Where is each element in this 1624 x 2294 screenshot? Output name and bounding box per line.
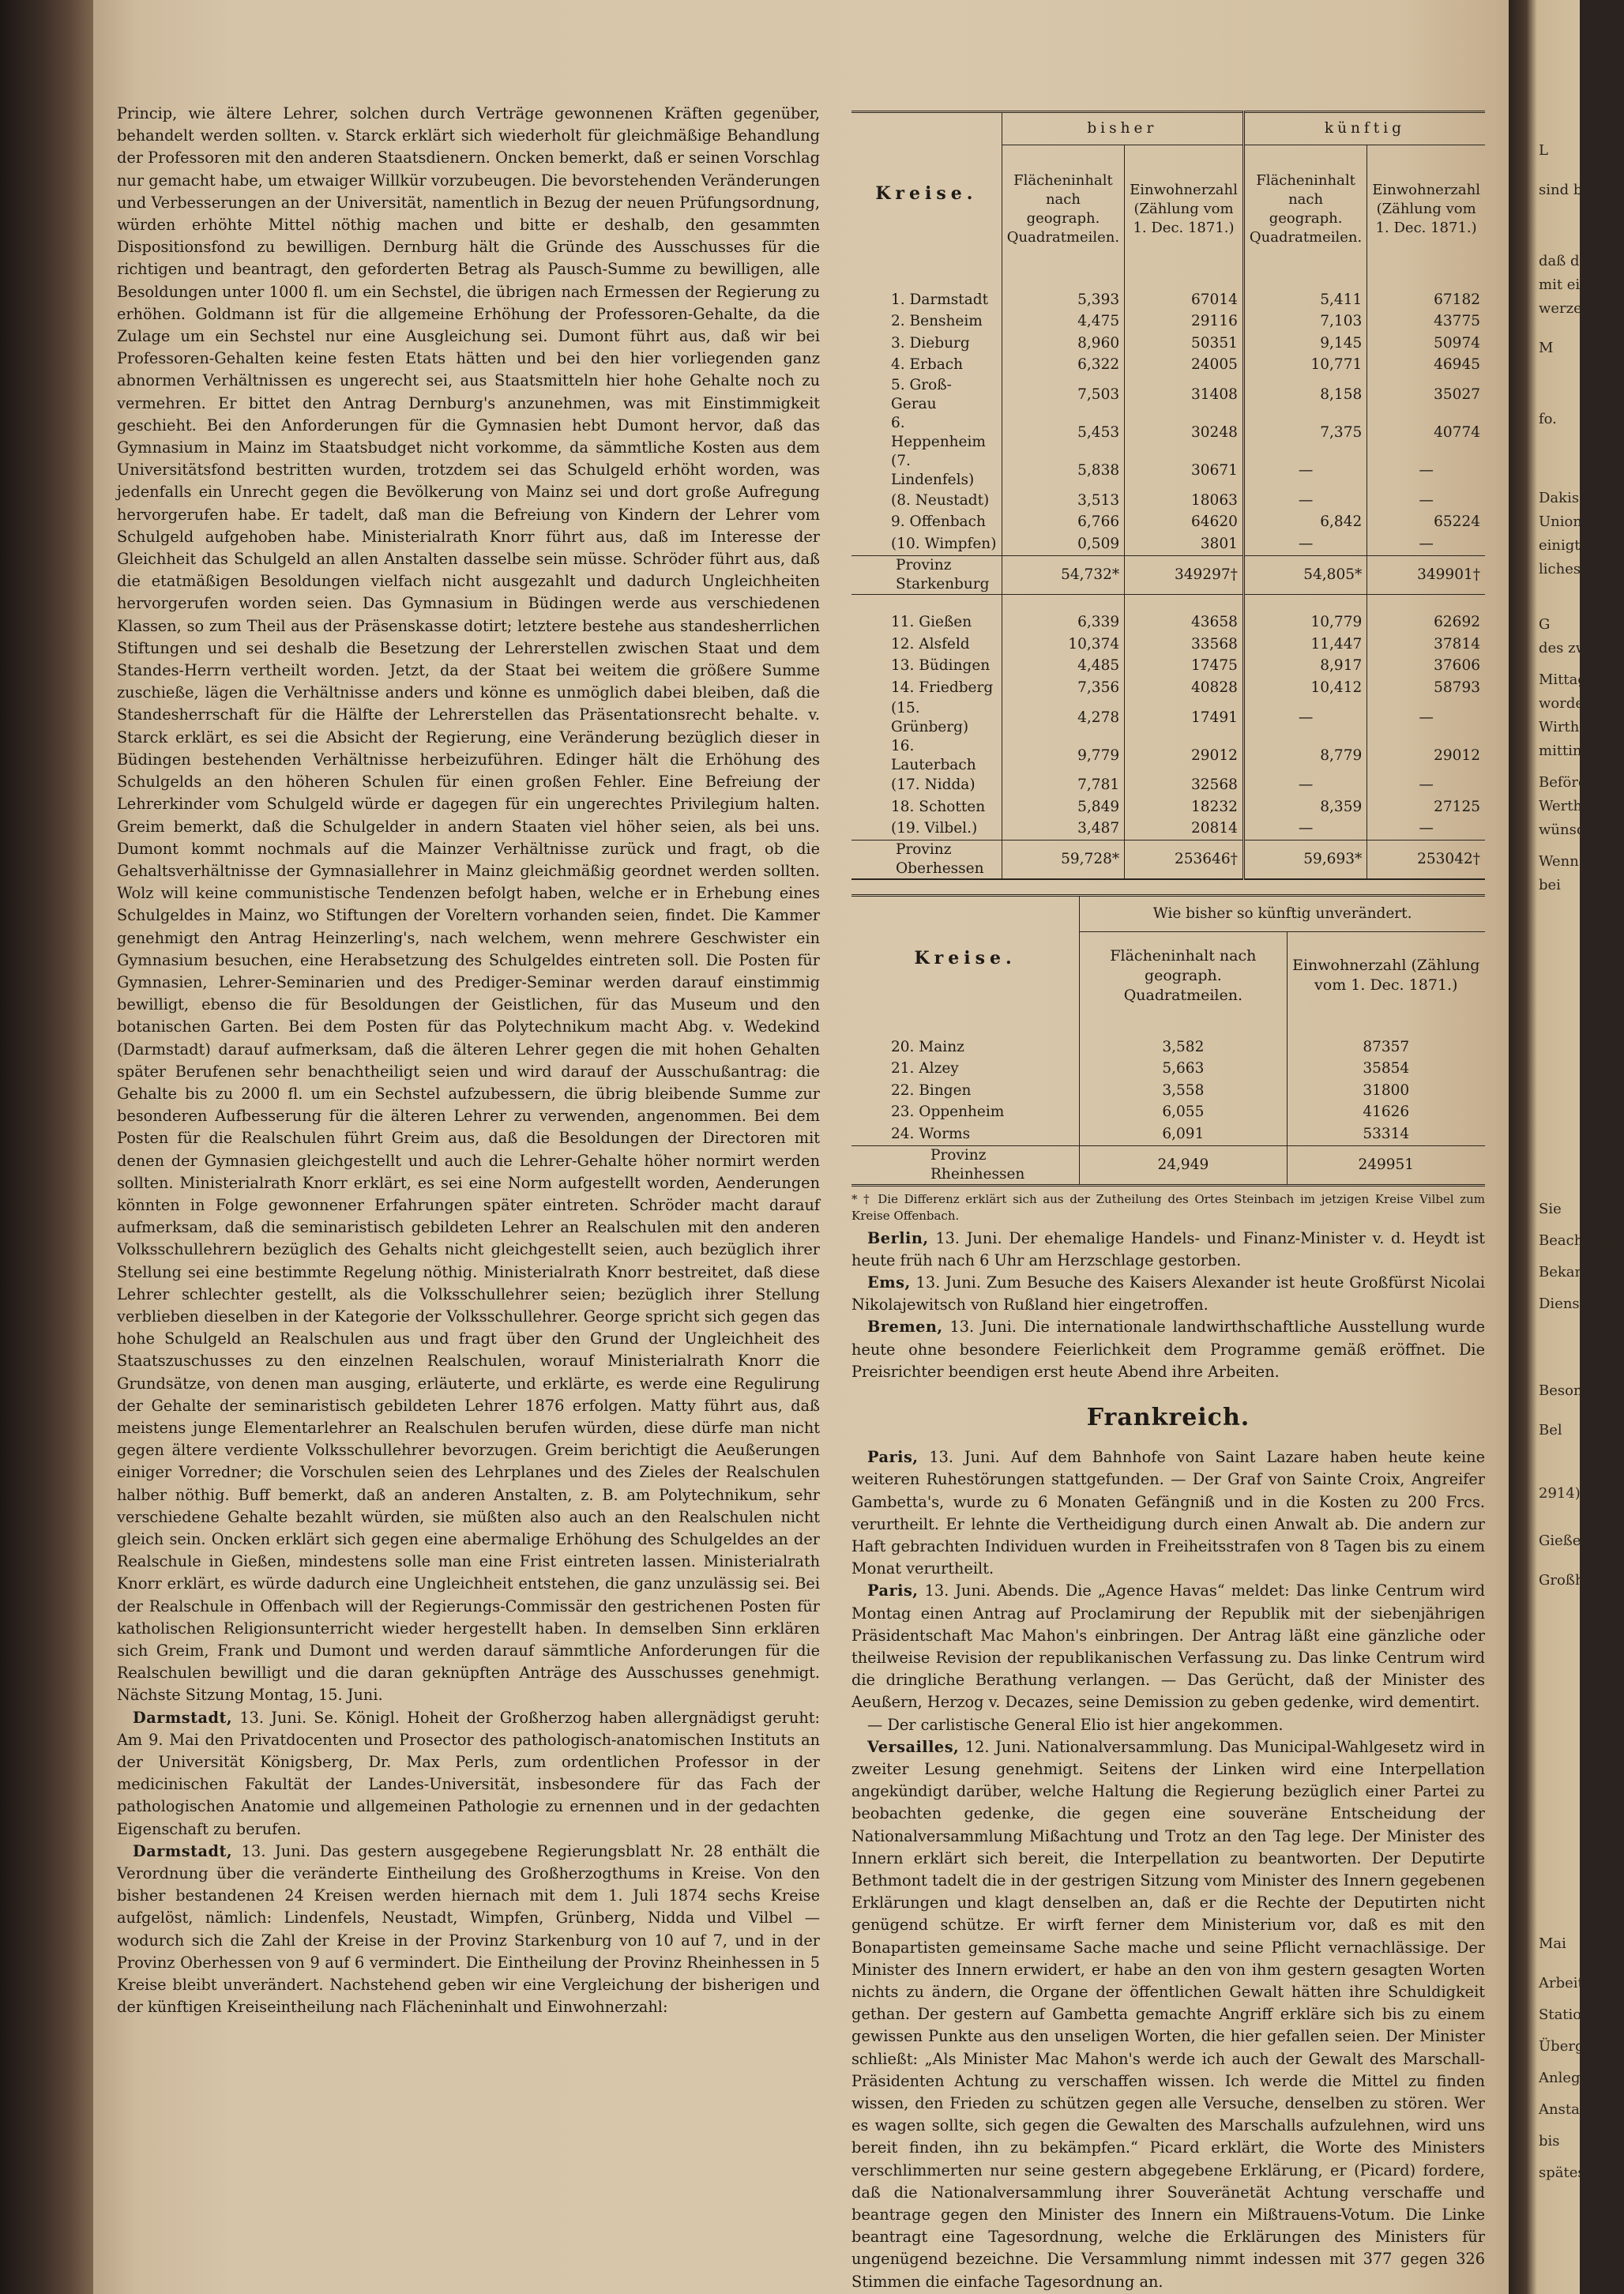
- flaeche-value: 6,339: [1002, 594, 1124, 634]
- flaeche-value: 8,158: [1243, 376, 1366, 414]
- left-column: [117, 103, 820, 2018]
- einwohner-value: 249951: [1287, 1145, 1485, 1185]
- einwohner-value: 20814: [1125, 818, 1244, 841]
- kreis-name: 6. Heppenheim: [891, 415, 986, 450]
- darmstadt-appointment: [117, 1707, 820, 1841]
- flaeche-value: 3,582: [1080, 1019, 1287, 1059]
- next-page-fragment: Sie: [1539, 1201, 1562, 1217]
- flaeche-value: 3,487: [1002, 818, 1124, 841]
- einwohner-value: 30671: [1125, 452, 1244, 490]
- kreis-name: 9. Offenbach: [891, 513, 986, 531]
- kreis-name: 22. Bingen: [891, 1081, 972, 1099]
- einwohner-value: 29012: [1367, 737, 1485, 775]
- flaeche-value: 8,359: [1243, 796, 1366, 818]
- einwohner-value: 29012: [1125, 737, 1244, 775]
- next-page-fragment: Dakis: [1539, 490, 1580, 506]
- kreis-name: 5. Groß-Gerau: [891, 377, 952, 412]
- next-page-fragment: 2914): [1539, 1485, 1581, 1502]
- flaeche-value: 5,411: [1243, 273, 1366, 311]
- next-page-fragment: Mai: [1539, 1935, 1566, 1952]
- einwohner-value: 18232: [1125, 796, 1244, 818]
- news-bremen-text: 13. Juni. Die internationale landwirthschaftliche Ausstellung wurde heute ohne besondere Feierlichkeit dem Programme gemäß eröffnet. Die Preisrichter beendigen erst heute Abend ihre Arbeiten.: [851, 1318, 1485, 1381]
- flaeche-value: 3,558: [1080, 1080, 1287, 1102]
- kreise-header: Kreise.: [875, 182, 978, 204]
- einwohner-value: 24005: [1125, 355, 1244, 377]
- flaeche-value: 11,447: [1243, 634, 1366, 656]
- next-page-fragment: Bekannt: [1539, 1264, 1599, 1281]
- flaeche-value: 6,842: [1243, 512, 1366, 534]
- kreis-name: 2. Bensheim: [891, 313, 983, 330]
- news-ems-text: 13. Juni. Zum Besuche des Kaisers Alexander ist heute Großfürst Nicolai Nikolajewitsch von Rußland hier eingetroffen.: [851, 1273, 1485, 1314]
- next-page-fragment: bis: [1539, 2133, 1560, 2149]
- next-page-fragment: L: [1539, 142, 1548, 159]
- table-row: [851, 1080, 1485, 1102]
- next-page-fragment: sind be: [1539, 182, 1592, 198]
- flaeche-value: —: [1243, 775, 1366, 797]
- kreis-name: 3. Dieburg: [891, 334, 970, 352]
- flaeche-value: —: [1243, 533, 1366, 555]
- news-versailles: [851, 1736, 1485, 2293]
- flaeche-value: 7,356: [1002, 677, 1124, 699]
- next-page-fragment: Mittag: [1539, 671, 1587, 688]
- flaeche-value: 10,412: [1243, 677, 1366, 699]
- next-page-fragment: wünschen: [1539, 822, 1611, 838]
- einwohner-value: 17491: [1125, 699, 1244, 737]
- next-page-edge: [1509, 0, 1624, 2294]
- next-page-fragment: worden: [1539, 695, 1593, 712]
- table-row: [851, 333, 1485, 355]
- kreis-name: (15. Grünberg): [891, 699, 969, 735]
- dateline-bremen: Bremen,: [867, 1318, 943, 1337]
- kreis-name: 20. Mainz: [891, 1038, 964, 1055]
- einwohner-value: 29116: [1125, 311, 1244, 333]
- dateline-darmstadt-2: Darmstadt,: [133, 1841, 233, 1860]
- col-flaeche-bisher: Flächeninhalt nach geograph. Quadratmeilen.: [1002, 145, 1124, 274]
- next-page-fragment: Anlegun: [1539, 2070, 1599, 2086]
- einwohner-value: 43775: [1367, 311, 1485, 333]
- table-row: [851, 634, 1485, 656]
- news-paris-2-text: 13. Juni. Abends. Die „Agence Havas“ meldet: Das linke Centrum wird Montag einen Antrag auf Proclamirung der Republik mit der siebenjährigen Präsidentschaft Mac Mahon's einbringen. Der Antrag läßt eine gänzliche oder theilweise Revision der republikanischen Verfassung zu. Das linke Centrum wird die dringliche Berathung verlangen. — Das Gerücht, daß der Minister des Aeußern, Herzog v. Decazes, seine Demission zu geben gedenke, wird dementirt.: [851, 1581, 1485, 1712]
- flaeche-value: 59,693*: [1243, 841, 1366, 880]
- flaeche-value: 7,503: [1002, 376, 1124, 414]
- einwohner-value: 58793: [1367, 677, 1485, 699]
- news-section: [851, 1228, 1485, 2293]
- einwohner-value: 62692: [1367, 594, 1485, 634]
- news-bremen: [851, 1316, 1485, 1383]
- table-total-row: [851, 841, 1485, 880]
- kreise-table-rheinhessen: [851, 894, 1485, 1186]
- dateline-ems: Ems,: [867, 1273, 911, 1292]
- dateline-versailles: Versailles,: [867, 1737, 960, 1756]
- table1-body: [851, 273, 1485, 879]
- col-flaeche: Flächeninhalt nach geograph. Quadratmeilen.: [1080, 932, 1287, 1020]
- flaeche-value: 6,322: [1002, 355, 1124, 377]
- einwohner-value: 35854: [1287, 1059, 1485, 1081]
- flaeche-value: —: [1243, 452, 1366, 490]
- flaeche-value: 5,849: [1002, 796, 1124, 818]
- next-page-fragment: Besond: [1539, 1382, 1592, 1399]
- kreis-name: (17. Nidda): [891, 777, 976, 794]
- einwohner-value: 67182: [1367, 273, 1485, 311]
- flaeche-value: 0,509: [1002, 533, 1124, 555]
- table-row: [851, 533, 1485, 555]
- einwohner-value: 349297†: [1125, 555, 1244, 594]
- next-page-fragment: einigt: [1539, 537, 1581, 554]
- einwohner-value: 46945: [1367, 355, 1485, 377]
- flaeche-value: 7,375: [1243, 414, 1366, 452]
- kreis-name: (8. Neustadt): [891, 491, 990, 509]
- table-row: [851, 512, 1485, 534]
- next-page-fragment: Beachtung: [1539, 1232, 1617, 1249]
- next-page-fragment: fo.: [1539, 411, 1557, 427]
- flaeche-value: 54,732*: [1002, 555, 1124, 594]
- flaeche-value: —: [1243, 818, 1366, 841]
- right-column: [851, 111, 1485, 2293]
- darmstadt-kreise-text: 13. Juni. Das gestern ausgegebene Regierungsblatt Nr. 28 enthält die Verordnung über die veränderte Eintheilung des Großherzogthums in Kreise. Von den bisher bestandenen 24 Kreisen werden hiernach mit dem 1. Juli 1874 sechs Kreise aufgelöst, nämlich: Lindenfels, Neustadt, Wimpfen, Grünberg, Nidda und Vilbel — wodurch sich die Zahl der Kreise in der Provinz Starkenburg von 10 auf 7, und in der Provinz Oberhessen von 9 auf 6 vermindert. Die Eintheilung der Provinz Rheinhessen in 5 Kreise bleibt unverändert. Nachstehend geben wir eine Vergleichung der bisherigen und der künftigen Kreiseintheilung nach Flächeninhalt und Einwohnerzahl:: [117, 1841, 820, 2017]
- einwohner-value: 349901†: [1367, 555, 1485, 594]
- einwohner-value: —: [1367, 775, 1485, 797]
- kreis-name: 13. Büdingen: [891, 657, 991, 675]
- kreise-header-2: Kreise.: [914, 947, 1017, 968]
- einwohner-value: —: [1367, 818, 1485, 841]
- flaeche-value: 4,485: [1002, 656, 1124, 678]
- flaeche-value: 5,838: [1002, 452, 1124, 490]
- einwohner-value: 67014: [1125, 273, 1244, 311]
- kreis-name: 18. Schotten: [891, 798, 986, 815]
- next-page-fragment: Übergang: [1539, 2038, 1611, 2055]
- flaeche-value: 10,779: [1243, 594, 1366, 634]
- einwohner-value: 41626: [1287, 1102, 1485, 1124]
- news-paris-1-text: 13. Juni. Auf dem Bahnhofe von Saint Lazare haben heute keine weiteren Ruhestörungen stattgefunden. — Der Graf von Sainte Croix, Angreifer Gambetta's, wurde zu 6 Monaten Gefängniß und in die Kosten zu 200 Frcs. verurtheilt. Er lehnte die Vertheidigung durch einen Anwalt ab. Die andern zur Haft gebrachten Individuen wurden in Freiheitsstrafen von 8 Tagen bis zu einem Monat verurtheilt.: [851, 1448, 1485, 1578]
- einwohner-value: 30248: [1125, 414, 1244, 452]
- flaeche-value: 3,513: [1002, 490, 1124, 512]
- news-berlin-text: 13. Juni. Der ehemalige Handels- und Finanz-Minister v. d. Heydt ist heute früh nach 6 Uhr am Herzschlage gestorben.: [851, 1228, 1485, 1269]
- einwohner-value: 50351: [1125, 333, 1244, 355]
- next-page-fragment: spätesten: [1539, 2164, 1609, 2181]
- table-total-row: [851, 555, 1485, 594]
- next-page-fragment: Gießen,: [1539, 1532, 1595, 1549]
- kreis-name: 24. Worms: [891, 1125, 971, 1142]
- flaeche-value: 9,145: [1243, 333, 1366, 355]
- next-page-fragment: G: [1539, 616, 1551, 633]
- next-page-fragment: Beförde: [1539, 774, 1596, 791]
- einwohner-value: 31408: [1125, 376, 1244, 414]
- einwohner-value: 27125: [1367, 796, 1485, 818]
- kreis-name: 12. Alsfeld: [891, 635, 970, 652]
- einwohner-value: 3801: [1125, 533, 1244, 555]
- section-title-frankreich: Frankreich.: [1086, 1403, 1250, 1431]
- book-binding-edge: [0, 0, 93, 2294]
- next-page-fragment: mitting: [1539, 743, 1592, 759]
- table-row: [851, 376, 1485, 414]
- darmstadt-kreise: [117, 1841, 820, 2019]
- einwohner-value: 65224: [1367, 512, 1485, 534]
- flaeche-value: 7,781: [1002, 775, 1124, 797]
- einwohner-value: 53314: [1287, 1123, 1485, 1145]
- news-paris-2: [851, 1580, 1485, 1713]
- next-page-fragment: Arbeiten: [1539, 1975, 1602, 1991]
- darmstadt-appointment-text: 13. Juni. Se. Königl. Hoheit der Großherzog haben allergnädigst geruht: Am 9. Mai den Privatdocenten und Prosector des pathologisch-anatomischen Instituts an der Universität Königsberg, Dr. Max Perls, zum ordentlichen Professor in der medicinischen Fakultät der Landes-Universität, insbesondere für das Fach der pathologischen Anatomie und allgemeinen Pathologie zu ernennen und in der gedachten Eigenschaft zu berufen.: [117, 1708, 820, 1838]
- flaeche-value: —: [1243, 699, 1366, 737]
- einwohner-value: 33568: [1125, 634, 1244, 656]
- table-row: [851, 1019, 1485, 1059]
- next-page-fragment: Dienste: [1539, 1296, 1594, 1312]
- next-page-fragment: mit ein: [1539, 276, 1589, 293]
- flaeche-value: 4,278: [1002, 699, 1124, 737]
- flaeche-value: 8,960: [1002, 333, 1124, 355]
- einwohner-value: 43658: [1125, 594, 1244, 634]
- landtag-report: Princip, wie ältere Lehrer, solchen durch Verträge gewonnenen Kräften gegenüber, behandelt werden sollten. v. Starck erklärt sich wiederholt für gleichmäßige Behandlung der Professoren mit den anderen Staatsdienern. Oncken bemerkt, daß er seinen Vorschlag nur gemacht habe, um etwaiger Willkür vorzubeugen. Die bevorstehenden Veränderungen und Verbesserungen an der Universität, namentlich in Bezug der neuen Prüfungsordnung, würden erhöhte Mittel nöthig machen und bitte er deshalb, den gesammten Dispositionsfond zu bewilligen. Dernburg hält die Gründe des Ausschusses für die richtigen und beantragt, den geforderten Betrag als Pausch-Summe zu bewilligen, alle Besoldungen unter 1000 fl. um ein Sechstel, die übrigen nach Ermessen der Regierung zu erhöhen. Goldmann ist für die allgemeine Erhöhung der Professoren-Gehalte, da die Zulage um ein Sechstel nur eine Ausgleichung sei. Dumont führt aus, daß wir bei Professoren-Gehalten keine festen Etats hätten und bei den hier vorliegenden ganz abnormen Verhältnissen es ungerecht sei, aus Staatsmitteln hier hohe Gehalte noch zu vermehren. Er bittet den Antrag Dernburg's anzunehmen, was mit Einstimmigkeit geschieht. Bei den Anforderungen für die Gymnasien hebt Dumont hervor, daß das Gymnasium in Mainz im Staatsbudget nicht vorkomme, da sämmtliche Kosten aus dem Universitätsfond bestritten wurden, trotzdem sei das Schulgeld erhöht worden, was jedenfalls ein Unrecht gegen die Bevölkerung von Mainz sei und dort große Aufregung hervorgerufen habe. Er tadelt, daß man die Befreiung von Kindern der Lehrer vom Schulgeld aufgehoben habe. Ministerialrath Knorr führt aus, daß im Interesse der Gleichheit das Schulgeld an allen Anstalten dasselbe sein müsse. Schröder führt aus, daß die etatmäßigen Besoldungen vielfach nicht ausgezahlt und dadurch Ungleichheiten hervorgerufen worden seien. Das Gymnasium in Büdingen werde aus verschiedenen Klassen, so zum Theil aus der Präsenskasse dotirt; letztere bestehe aus standesherrlichen Stiftungen und sei deshalb die Besetzung der Lehrerstellen zwischen Staat und dem Standes-Herrn vertheilt worden. Jetzt, da der Staat bei weitem die größere Summe zuschieße, lägen die Verhältnisse anders und könne es unmöglich dabei bleiben, daß die Standesherrschaft für die Hälfte der Lehrerstellen das Präsentationsrecht behalte. v. Starck erklärt, es sei die Absicht der Regierung, eine Veränderung bezüglich dieser in Büdingen bestehenden Verhältnisse herbeizuführen. Edinger hält die Erhöhung des Schulgelds an den höheren Schulen für einen großen Fehler. Eine Befreiung der Lehrerkinder vom Schulgeld würde er dagegen für ein ungerechtes Privilegium halten. Greim bemerkt, daß die Schulgelder in andern Staaten viel höher seien, als bei uns. Dumont kommt nochmals auf die Mainzer Verhältnisse zurück und fragt, ob die Gehaltsverhältnisse der Gymnasiallehrer in Mainz gleichmäßig geordnet werden sollten. Wolz will keine communistische Tendenzen befolgt haben, welche er in Erhebung eines Schulgeldes in Mainz, wo Stiftungen der Voreltern vorhanden seien, findet. Die Kammer genehmigt den Antrag Heinzerling's, nach welchem, wenn mehrere Geschwister ein Gymnasium besuchen, eine Herabsetzung des Schulgeldes eintreten soll. Die Posten für Gymnasien, Lehrer-Seminarien und des Prediger-Seminar werden darauf einstimmig bewilligt, ebenso die für Besoldungen der Geistlichen, für das Museum und den botanischen Garten. Bei dem Posten für das Polytechnikum macht Abg. v. Wedekind (Darmstadt) darauf aufmerksam, daß die älteren Lehrer gegen die mit hohen Gehalten später Berufenen sehr benachtheiligt seien und wird darauf der Ausschußantrag: die Gehalte bis zu 2000 fl. um ein Sechstel aufzubessern, die übrig bleibende Summe zur besonderen Aufbesserung für die älteren Lehrer zu verwenden, angenommen. Bei dem Posten für die Realschulen führt Greim aus, daß die Besoldungen der Directoren mit denen der Gymnasien gleichgestellt und auch die Lehrer-Gehalte höher normirt werden sollten. Ministerialrath Knorr erklärt, es sei eine Norm aufgestellt worden, Aenderungen könnten in Folge gewonnener Erfahrungen später eintreten. Schröder macht darauf aufmerksam, daß die seminaristisch gebildeten Lehrer an Realschulen mit den anderen Volksschullehrern bezüglich des Gehalts nicht gleichgestellt seien, auch bezüglich ihrer Stellung sei eine bestimmte Regelung nöthig. Ministerialrath Knorr bestreitet, daß diese Lehrer schlechter gestellt, als die Volksschullehrer seien; bezüglich ihrer Stellung verblieben dieselben in der Kategorie der Volksschullehrer. George spricht sich gegen das hohe Schulgeld an Realschulen aus und fragt über den Grund der Ungleichheit des Staatszuschusses zu den einzelnen Realschulen, worauf Ministerialrath Knorr die Grundsätze, von denen man ausging, erläuterte, und erklärte, es werde eine Regulirung der Gehalte der seminaristisch gebildeten Lehrer 1876 erfolgen. Matty führt aus, daß meistens junge Elementarlehrer an Realschulen berufen würden, diese dürfe man nicht gegen ältere verdiente Volksschullehrer bevorzugen. Greim berichtigt die Aeußerungen einiger Vorredner; die Vorschulen seien des Lehrplanes und des Zieles der Realschulen halber nöthig. Buff bemerkt, daß an anderen Anstalten, z. B. am Polytechnikum, sehr verschiedene Gehalte bezahlt würden, sie müßten also auch an den Realschulen nicht gleich sein. Oncken erklärt sich gegen eine abermalige Erhöhung des Schulgeldes an der Realschule in Gießen, mindestens solle man eine Frist eintreten lassen. Ministerialrath Knorr erklärt, es würde dadurch eine Ungleichheit entstehen, die ganz unzulässig sei. Bei der Realschule in Offenbach will der Regierungs-Commissär den gestrichenen Posten für katholischen Religionsunterricht wieder hergestellt haben. In demselben Sinn erklären sich Greim, Frank und Dumont und werden darauf sämmtliche Anforderungen für die Realschulen bewilligt und die daran geknüpften Anträge des Ausschusses genehmigt. Nächste Sitzung Montag, 15. Juni.: [117, 104, 820, 1705]
- einwohner-value: 64620: [1125, 512, 1244, 534]
- table-row: [851, 775, 1485, 797]
- kreis-name: 21. Alzey: [891, 1060, 959, 1077]
- table-total-row: [851, 1145, 1485, 1185]
- table-row: [851, 355, 1485, 377]
- flaeche-value: 24,949: [1080, 1145, 1287, 1185]
- einwohner-value: —: [1367, 490, 1485, 512]
- dateline-berlin: Berlin,: [867, 1228, 929, 1247]
- flaeche-value: 6,766: [1002, 512, 1124, 534]
- einwohner-value: —: [1367, 533, 1485, 555]
- flaeche-value: 7,103: [1243, 311, 1366, 333]
- table-row: [851, 699, 1485, 737]
- flaeche-value: 10,374: [1002, 634, 1124, 656]
- kreis-name: 14. Friedberg: [891, 679, 994, 696]
- dateline-paris-2: Paris,: [867, 1581, 919, 1600]
- flaeche-value: —: [1243, 490, 1366, 512]
- kreis-name: (7. Lindenfels): [891, 453, 975, 488]
- flaeche-value: 9,779: [1002, 737, 1124, 775]
- kreis-name: Provinz Starkenburg: [851, 555, 1002, 594]
- col-flaeche-kuenftig: Flächeninhalt nach geograph. Quadratmeilen.: [1243, 145, 1366, 274]
- flaeche-value: 6,091: [1080, 1123, 1287, 1145]
- next-page-fragment: Bel: [1539, 1422, 1562, 1438]
- flaeche-value: 5,663: [1080, 1059, 1287, 1081]
- einwohner-value: 50974: [1367, 333, 1485, 355]
- einwohner-value: 253042†: [1367, 841, 1485, 880]
- flaeche-value: 8,779: [1243, 737, 1366, 775]
- kreis-name: (10. Wimpfen): [891, 535, 997, 552]
- einwohner-value: 17475: [1125, 656, 1244, 678]
- einwohner-value: 253646†: [1125, 841, 1244, 880]
- next-page-fragment: Wirth: [1539, 719, 1580, 735]
- group-bisher: bisher: [1002, 112, 1243, 145]
- table-row: [851, 1123, 1485, 1145]
- next-page-fragment: Werth: [1539, 798, 1583, 814]
- flaeche-value: 54,805*: [1243, 555, 1366, 594]
- next-page-fragment: Station: [1539, 2006, 1591, 2023]
- kreis-name: Provinz Rheinhessen: [851, 1145, 1080, 1185]
- flaeche-value: 6,055: [1080, 1102, 1287, 1124]
- next-page-fragment: bei: [1539, 877, 1561, 893]
- einwohner-value: 40774: [1367, 414, 1485, 452]
- einwohner-value: 32568: [1125, 775, 1244, 797]
- group-unveraendert: Wie bisher so künftig unverändert.: [1080, 896, 1485, 932]
- next-page-fragment: Großhe: [1539, 1572, 1593, 1589]
- table-row: [851, 414, 1485, 452]
- flaeche-value: 8,917: [1243, 656, 1366, 678]
- col-einwohner: Einwohnerzahl (Zählung vom 1. Dec. 1871.): [1287, 932, 1485, 1020]
- newspaper-page: [93, 0, 1509, 2294]
- table-row: [851, 594, 1485, 634]
- table-row: [851, 273, 1485, 311]
- kreis-name: 11. Gießen: [891, 614, 972, 631]
- flaeche-value: 10,771: [1243, 355, 1366, 377]
- table-row: [851, 452, 1485, 490]
- table-footnote: * † Die Differenz erklärt sich aus der Zutheilung des Ortes Steinbach im jetzigen Kreise Vilbel zum Kreise Offenbach.: [851, 1191, 1485, 1223]
- einwohner-value: 87357: [1287, 1019, 1485, 1059]
- kreis-name: Provinz Oberhessen: [851, 841, 1002, 880]
- next-page-fragment: Anstalt: [1539, 2101, 1590, 2118]
- next-page-fragment: daß d: [1539, 253, 1580, 269]
- next-page-fragment: M: [1539, 340, 1554, 356]
- next-page-fragment: Union,: [1539, 513, 1587, 530]
- table-row: [851, 1059, 1485, 1081]
- group-kuenftig: künftig: [1243, 112, 1485, 145]
- news-paris-3: — Der carlistische General Elio ist hier angekommen.: [867, 1715, 1284, 1734]
- news-versailles-text: 12. Juni. Nationalversammlung. Das Municipal-Wahlgesetz wird in zweiter Lesung genehmigt. Seitens der Linken wird eine Interpellation angekündigt darüber, welche Haltung die Regierung bezüglich einer Partei zu beobachten gedenke, die gegen eine souveräne Entscheidung der Nationalversammlung Mißachtung und Trotz an den Tag lege. Der Minister des Innern erklärt sich bereit, die Interpellation zu beantworten. Der Deputirte Bethmont tadelt die in der gestrigen Sitzung vom Minister des Innern gegebenen Erklärungen und klagt denselben an, daß er die Rechte der Deputirten nicht genügend schütze. Er wirft ferner dem Ministerium vor, daß es mit den Bonapartisten gemeinsame Sache mache und seine Pflicht vernachlässige. Der Minister des Innern erwidert, er habe an den von ihm gestern gesagten Worten nichts zu ändern, die Organe der öffentlichen Gewalt hätten ihre Schuldigkeit gethan. Der gestern auf Gambetta gemachte Angriff erkläre sich bis zu einem gewissen Punkte aus den unseligen Worten, die hier gefallen seien. Der Minister schließt: „Als Minister Mac Mahon's werde ich auch der Gewalt des Marschall-Präsidenten Achtung zu verschaffen wissen. Ich werde die Mittel zu finden wissen, den Frieden zu schützen gegen alle Versuche, denselben zu stören. Wer es wagen sollte, sich gegen die Gewalten des Marschalls aufzulehnen, wird uns bereit finden, ihn zu bekämpfen.“ Picard erklärt, die Worte des Ministers verschlimmerten nur seine gestern abgegebene Erklärung, er (Picard) fordere, daß die Nationalversammlung ihrer Souveränetät Achtung verschaffe und beantrage gegen den Minister des Innern ein Mißtrauens-Votum. Die Linke beantragt eine Tagesordnung, welche die Erklärungen des Ministers für ungenügend bezeichne. Die Versammlung nimmt indessen mit 377 gegen 326 Stimmen die einfache Tagesordnung an.: [851, 1737, 1485, 2291]
- flaeche-value: 59,728*: [1002, 841, 1124, 880]
- kreise-table-starkenburg-oberhessen: [851, 111, 1485, 880]
- news-paris-1: [851, 1446, 1485, 1580]
- next-page-fragment: des zweiten: [1539, 640, 1624, 656]
- flaeche-value: 5,393: [1002, 273, 1124, 311]
- flaeche-value: 5,453: [1002, 414, 1124, 452]
- news-ems: [851, 1272, 1485, 1316]
- einwohner-value: 35027: [1367, 376, 1485, 414]
- einwohner-value: 31800: [1287, 1080, 1485, 1102]
- next-page-fragment: werzeit: [1539, 300, 1592, 317]
- table-row: [851, 1102, 1485, 1124]
- einwohner-value: 37814: [1367, 634, 1485, 656]
- kreis-name: 4. Erbach: [891, 356, 964, 374]
- kreis-name: (19. Vilbel.): [891, 820, 978, 837]
- table-row: [851, 796, 1485, 818]
- table-row: [851, 311, 1485, 333]
- news-berlin: [851, 1228, 1485, 1272]
- kreis-name: 23. Oppenheim: [891, 1104, 1005, 1121]
- einwohner-value: 18063: [1125, 490, 1244, 512]
- table-row: [851, 490, 1485, 512]
- col-einwohner-bisher: Einwohnerzahl (Zählung vom 1. Dec. 1871.): [1125, 145, 1244, 274]
- einwohner-value: —: [1367, 699, 1485, 737]
- kreis-name: 16. Lauterbach: [891, 737, 976, 773]
- einwohner-value: 37606: [1367, 656, 1485, 678]
- next-page-fragment: liches: [1539, 561, 1581, 577]
- table-row: [851, 737, 1485, 775]
- flaeche-value: 4,475: [1002, 311, 1124, 333]
- einwohner-value: —: [1367, 452, 1485, 490]
- next-page-fragment: Wenn: [1539, 853, 1579, 870]
- kreis-name: 1. Darmstadt: [891, 291, 989, 308]
- dateline-darmstadt: Darmstadt,: [133, 1708, 233, 1727]
- dateline-paris: Paris,: [867, 1448, 919, 1467]
- table2-body: [851, 1019, 1485, 1185]
- table-row: [851, 656, 1485, 678]
- table-row: [851, 677, 1485, 699]
- table-row: [851, 818, 1485, 841]
- einwohner-value: 40828: [1125, 677, 1244, 699]
- col-einwohner-kuenftig: Einwohnerzahl (Zählung vom 1. Dec. 1871.): [1367, 145, 1485, 274]
